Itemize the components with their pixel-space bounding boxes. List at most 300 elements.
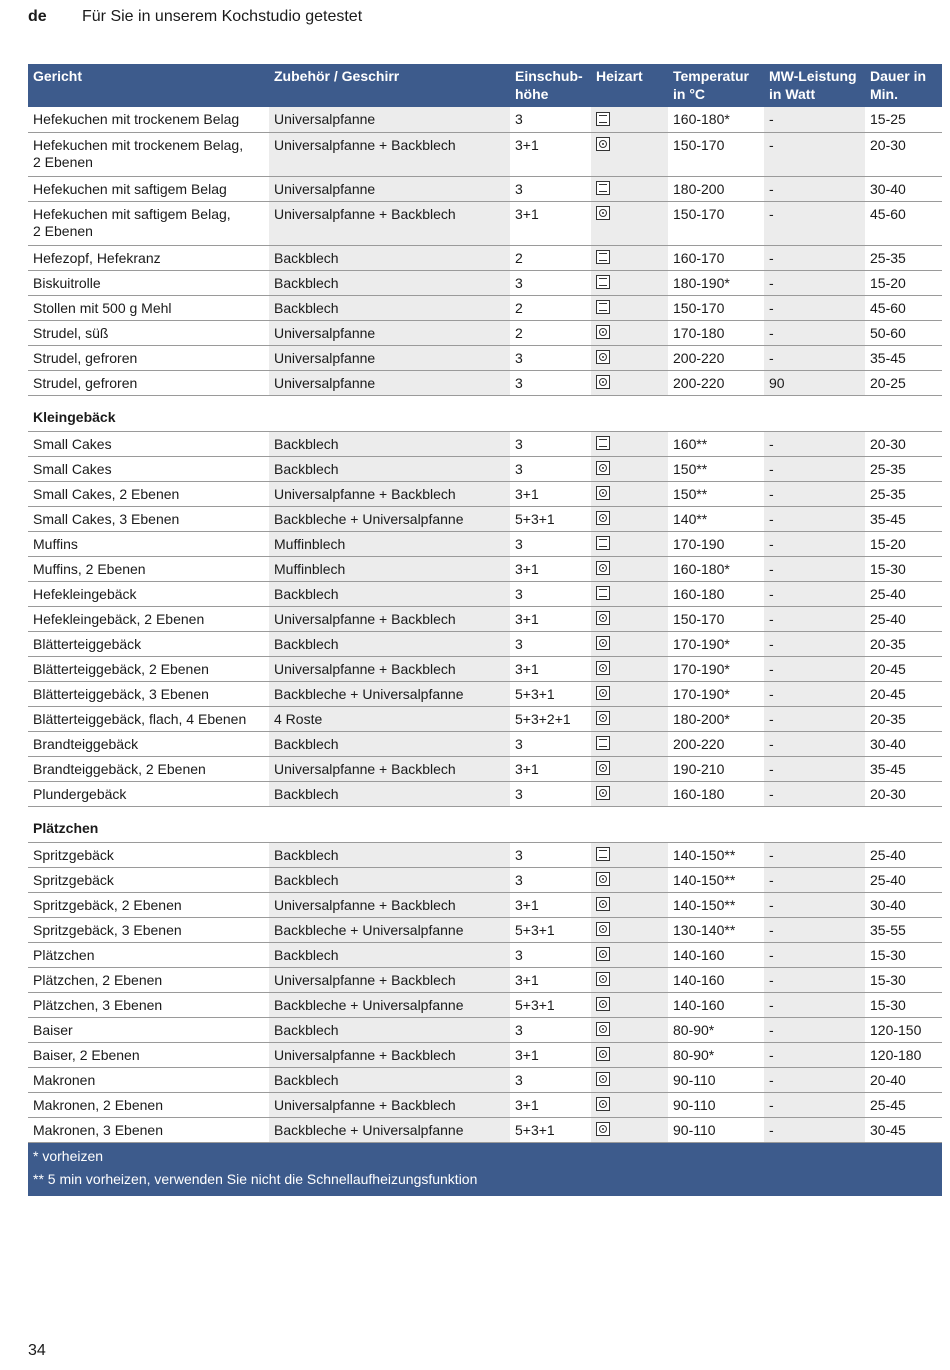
cell-mw-power: - [764, 1067, 865, 1092]
cell-heating [591, 370, 668, 395]
table-row [28, 107, 942, 132]
cell-temperature: 140-160 [668, 942, 764, 967]
fan-heating-icon [596, 206, 610, 220]
cell-level: 3+1 [510, 481, 591, 506]
cell-duration: 20-30 [865, 431, 942, 456]
cell-duration: 20-25 [865, 370, 942, 395]
cell-mw-power: - [764, 176, 865, 201]
table-row [28, 456, 942, 481]
cell-dish: Hefekuchen mit trockenem Belag [28, 107, 269, 132]
fan-heating-icon [596, 375, 610, 389]
table-row [28, 917, 942, 942]
cell-accessory: Universalpfanne [269, 176, 510, 201]
column-header-accessory: Zubehör / Geschirr [269, 64, 510, 107]
section-row [28, 806, 942, 842]
cell-duration: 20-45 [865, 656, 942, 681]
cell-temperature: 180-200 [668, 176, 764, 201]
top-bottom-heat-icon [596, 112, 610, 126]
fan-heating-icon [596, 947, 610, 961]
cell-level: 3+1 [510, 1042, 591, 1067]
cell-accessory: Universalpfanne + Backblech [269, 606, 510, 631]
table-row [28, 756, 942, 781]
cell-temperature: 180-190* [668, 270, 764, 295]
cell-mw-power: - [764, 201, 865, 245]
cell-dish: Baiser, 2 Ebenen [28, 1042, 269, 1067]
cell-mw-power: - [764, 270, 865, 295]
cell-accessory: Backbleche + Universalpfanne [269, 506, 510, 531]
cell-temperature: 140-150** [668, 892, 764, 917]
cell-duration: 15-30 [865, 556, 942, 581]
cell-accessory: Universalpfanne [269, 370, 510, 395]
table-row [28, 270, 942, 295]
cell-accessory: Universalpfanne [269, 320, 510, 345]
cell-heating [591, 992, 668, 1017]
cell-dish: Baiser [28, 1017, 269, 1042]
cell-dish: Hefekuchen mit trockenem Belag, 2 Ebenen [28, 132, 269, 176]
section-title: Kleingebäck [28, 395, 942, 431]
cell-duration: 25-35 [865, 245, 942, 270]
cell-accessory: Universalpfanne + Backblech [269, 967, 510, 992]
cell-dish: Spritzgebäck, 3 Ebenen [28, 917, 269, 942]
cell-heating [591, 756, 668, 781]
cell-dish: Hefezopf, Hefekranz [28, 245, 269, 270]
cell-duration: 15-25 [865, 107, 942, 132]
table-row [28, 992, 942, 1017]
fan-heating-icon [596, 686, 610, 700]
cell-accessory: Muffinblech [269, 531, 510, 556]
table-row [28, 345, 942, 370]
fan-heating-icon [596, 486, 610, 500]
cell-level: 2 [510, 295, 591, 320]
cell-mw-power: - [764, 606, 865, 631]
cell-level: 3+1 [510, 132, 591, 176]
cell-temperature: 90-110 [668, 1067, 764, 1092]
cell-duration: 20-35 [865, 631, 942, 656]
table-row [28, 176, 942, 201]
cell-mw-power: - [764, 731, 865, 756]
cell-mw-power: - [764, 967, 865, 992]
cell-heating [591, 132, 668, 176]
cell-heating [591, 606, 668, 631]
cell-level: 3 [510, 581, 591, 606]
cell-accessory: Universalpfanne + Backblech [269, 656, 510, 681]
cell-dish: Spritzgebäck, 2 Ebenen [28, 892, 269, 917]
cell-temperature: 170-190* [668, 631, 764, 656]
cell-heating [591, 681, 668, 706]
cell-mw-power: - [764, 295, 865, 320]
cell-mw-power: - [764, 1092, 865, 1117]
cell-temperature: 140-150** [668, 867, 764, 892]
table-row [28, 1017, 942, 1042]
cell-level: 3 [510, 842, 591, 867]
cell-accessory: Backblech [269, 1067, 510, 1092]
cell-temperature: 160-170 [668, 245, 764, 270]
cell-mw-power: - [764, 481, 865, 506]
cell-duration: 50-60 [865, 320, 942, 345]
cell-dish: Brandteiggebäck [28, 731, 269, 756]
fan-heating-icon [596, 1122, 610, 1136]
cell-level: 3+1 [510, 656, 591, 681]
table-row [28, 431, 942, 456]
cell-heating [591, 1067, 668, 1092]
fan-heating-icon [596, 661, 610, 675]
fan-heating-icon [596, 137, 610, 151]
cell-accessory: Backblech [269, 942, 510, 967]
cell-accessory: Backbleche + Universalpfanne [269, 917, 510, 942]
cell-duration: 30-40 [865, 176, 942, 201]
cell-temperature: 90-110 [668, 1117, 764, 1142]
top-bottom-heat-icon [596, 250, 610, 264]
cell-accessory: Universalpfanne + Backblech [269, 132, 510, 176]
fan-heating-icon [596, 897, 610, 911]
cell-temperature: 130-140** [668, 917, 764, 942]
cell-level: 3 [510, 456, 591, 481]
cell-accessory: Universalpfanne + Backblech [269, 1092, 510, 1117]
cell-dish: Plätzchen, 2 Ebenen [28, 967, 269, 992]
table-row [28, 556, 942, 581]
cell-dish: Makronen, 2 Ebenen [28, 1092, 269, 1117]
table-row [28, 892, 942, 917]
cell-duration: 35-45 [865, 506, 942, 531]
cell-temperature: 200-220 [668, 370, 764, 395]
table-row [28, 867, 942, 892]
cell-accessory: Universalpfanne + Backblech [269, 481, 510, 506]
cell-accessory: Backblech [269, 1017, 510, 1042]
cell-level: 3+1 [510, 201, 591, 245]
cell-mw-power: - [764, 506, 865, 531]
cell-heating [591, 245, 668, 270]
fan-heating-icon [596, 636, 610, 650]
column-header-level: Einschub- höhe [510, 64, 591, 107]
column-header-duration: Dauer in Min. [865, 64, 942, 107]
cell-accessory: Backblech [269, 456, 510, 481]
cell-temperature: 160-180 [668, 781, 764, 806]
table-row [28, 967, 942, 992]
cell-temperature: 160-180* [668, 556, 764, 581]
fan-heating-icon [596, 511, 610, 525]
cell-accessory: Backblech [269, 270, 510, 295]
cell-accessory: Backblech [269, 245, 510, 270]
cell-dish: Makronen, 3 Ebenen [28, 1117, 269, 1142]
cell-level: 5+3+1 [510, 681, 591, 706]
cell-accessory: Backblech [269, 842, 510, 867]
table-row [28, 781, 942, 806]
cell-duration: 25-40 [865, 606, 942, 631]
cell-temperature: 200-220 [668, 345, 764, 370]
cell-duration: 30-40 [865, 731, 942, 756]
table-row [28, 506, 942, 531]
cell-duration: 15-30 [865, 967, 942, 992]
cell-level: 5+3+1 [510, 992, 591, 1017]
cell-mw-power: - [764, 1042, 865, 1067]
cell-accessory: Backblech [269, 295, 510, 320]
cell-dish: Hefekuchen mit saftigem Belag, 2 Ebenen [28, 201, 269, 245]
cell-duration: 15-20 [865, 531, 942, 556]
page-number: 34 [28, 1342, 46, 1359]
cell-mw-power: - [764, 320, 865, 345]
cell-temperature: 150** [668, 481, 764, 506]
cell-heating [591, 556, 668, 581]
top-bottom-heat-icon [596, 436, 610, 450]
cell-temperature: 90-110 [668, 1092, 764, 1117]
cell-heating [591, 942, 668, 967]
cell-dish: Muffins [28, 531, 269, 556]
cell-heating [591, 107, 668, 132]
cell-mw-power: - [764, 431, 865, 456]
fan-heating-icon [596, 997, 610, 1011]
cell-heating [591, 456, 668, 481]
fan-heating-icon [596, 1022, 610, 1036]
footnotes [28, 1142, 942, 1196]
table-row [28, 681, 942, 706]
cell-temperature: 170-190* [668, 681, 764, 706]
cell-level: 3 [510, 107, 591, 132]
cell-duration: 20-40 [865, 1067, 942, 1092]
cell-heating [591, 781, 668, 806]
cell-dish: Spritzgebäck [28, 842, 269, 867]
cell-level: 3+1 [510, 967, 591, 992]
column-header-heating: Heizart [591, 64, 668, 107]
fan-heating-icon [596, 1097, 610, 1111]
cell-heating [591, 731, 668, 756]
cell-level: 5+3+1 [510, 1117, 591, 1142]
cell-mw-power: - [764, 245, 865, 270]
table-row [28, 581, 942, 606]
fan-heating-icon [596, 1047, 610, 1061]
cell-dish: Blätterteiggebäck, 2 Ebenen [28, 656, 269, 681]
cell-level: 3 [510, 531, 591, 556]
cell-heating [591, 431, 668, 456]
cell-level: 3 [510, 370, 591, 395]
cell-accessory: Backblech [269, 431, 510, 456]
cell-mw-power: - [764, 681, 865, 706]
cell-temperature: 150-170 [668, 606, 764, 631]
language-code: de [28, 8, 47, 25]
table-row [28, 942, 942, 967]
table-row [28, 1092, 942, 1117]
cell-duration: 45-60 [865, 201, 942, 245]
cell-level: 3 [510, 781, 591, 806]
cell-mw-power: - [764, 706, 865, 731]
cell-accessory: Universalpfanne + Backblech [269, 892, 510, 917]
cell-heating [591, 656, 668, 681]
top-bottom-heat-icon [596, 181, 610, 195]
cell-dish: Plundergebäck [28, 781, 269, 806]
cell-mw-power: - [764, 456, 865, 481]
cell-mw-power: - [764, 556, 865, 581]
top-bottom-heat-icon [596, 536, 610, 550]
cell-temperature: 150-170 [668, 132, 764, 176]
table-row [28, 370, 942, 395]
cell-heating [591, 506, 668, 531]
cell-level: 3+1 [510, 756, 591, 781]
cell-level: 3 [510, 345, 591, 370]
cell-accessory: Universalpfanne + Backblech [269, 756, 510, 781]
cell-level: 3 [510, 731, 591, 756]
cell-level: 3 [510, 1017, 591, 1042]
cell-temperature: 150-170 [668, 295, 764, 320]
cell-accessory: Backblech [269, 731, 510, 756]
cell-mw-power: - [764, 1117, 865, 1142]
cell-accessory: Backbleche + Universalpfanne [269, 992, 510, 1017]
cell-heating [591, 1042, 668, 1067]
cell-dish: Stollen mit 500 g Mehl [28, 295, 269, 320]
section-row [28, 395, 942, 431]
cell-dish: Strudel, gefroren [28, 345, 269, 370]
cell-temperature: 170-190* [668, 656, 764, 681]
cell-duration: 25-45 [865, 1092, 942, 1117]
cell-dish: Small Cakes, 3 Ebenen [28, 506, 269, 531]
cell-mw-power: - [764, 867, 865, 892]
baking-table [28, 64, 942, 1196]
top-bottom-heat-icon [596, 586, 610, 600]
fan-heating-icon [596, 1072, 610, 1086]
fan-heating-icon [596, 611, 610, 625]
cell-heating [591, 176, 668, 201]
cell-heating [591, 320, 668, 345]
cell-dish: Blätterteiggebäck, flach, 4 Ebenen [28, 706, 269, 731]
cell-temperature: 140-160 [668, 967, 764, 992]
cell-dish: Spritzgebäck [28, 867, 269, 892]
table-row [28, 631, 942, 656]
cell-duration: 25-40 [865, 867, 942, 892]
cell-heating [591, 917, 668, 942]
column-header-dish: Gericht [28, 64, 269, 107]
cell-level: 3+1 [510, 892, 591, 917]
cell-mw-power: 90 [764, 370, 865, 395]
top-bottom-heat-icon [596, 847, 610, 861]
cell-temperature: 80-90* [668, 1042, 764, 1067]
table-row [28, 295, 942, 320]
cell-accessory: Universalpfanne [269, 107, 510, 132]
cell-level: 3+1 [510, 1092, 591, 1117]
cell-mw-power: - [764, 132, 865, 176]
cell-accessory: Backbleche + Universalpfanne [269, 1117, 510, 1142]
cell-accessory: Backblech [269, 867, 510, 892]
cell-level: 3 [510, 942, 591, 967]
cell-heating [591, 1017, 668, 1042]
cell-mw-power: - [764, 781, 865, 806]
cell-temperature: 140** [668, 506, 764, 531]
cell-heating [591, 531, 668, 556]
cell-temperature: 150-170 [668, 201, 764, 245]
cell-temperature: 170-190 [668, 531, 764, 556]
footnote-line: ** 5 min vorheizen, verwenden Sie nicht die Schnellaufheizungsfunktion [33, 1170, 478, 1187]
cell-heating [591, 481, 668, 506]
cell-mw-power: - [764, 992, 865, 1017]
cell-level: 3 [510, 867, 591, 892]
cell-level: 5+3+1 [510, 917, 591, 942]
cell-dish: Small Cakes [28, 456, 269, 481]
cell-dish: Blätterteiggebäck [28, 631, 269, 656]
cell-duration: 25-40 [865, 842, 942, 867]
table-row [28, 1042, 942, 1067]
cell-duration: 120-150 [865, 1017, 942, 1042]
cell-level: 3+1 [510, 606, 591, 631]
cell-mw-power: - [764, 531, 865, 556]
cell-heating [591, 345, 668, 370]
cell-temperature: 160-180 [668, 581, 764, 606]
cell-level: 3 [510, 431, 591, 456]
cell-temperature: 180-200* [668, 706, 764, 731]
cell-heating [591, 706, 668, 731]
cell-level: 3 [510, 1067, 591, 1092]
cell-duration: 25-35 [865, 456, 942, 481]
table-body [28, 107, 942, 1142]
table-row [28, 245, 942, 270]
cell-temperature: 160-180* [668, 107, 764, 132]
cell-mw-power: - [764, 107, 865, 132]
cell-duration: 35-55 [865, 917, 942, 942]
cell-duration: 35-45 [865, 345, 942, 370]
cell-dish: Muffins, 2 Ebenen [28, 556, 269, 581]
cell-dish: Strudel, gefroren [28, 370, 269, 395]
cell-level: 2 [510, 245, 591, 270]
cell-duration: 15-30 [865, 942, 942, 967]
cell-dish: Plätzchen [28, 942, 269, 967]
table-row [28, 132, 942, 176]
cell-mw-power: - [764, 345, 865, 370]
cell-duration: 20-30 [865, 132, 942, 176]
cell-mw-power: - [764, 656, 865, 681]
cell-heating [591, 631, 668, 656]
cell-dish: Small Cakes, 2 Ebenen [28, 481, 269, 506]
table-row [28, 201, 942, 245]
cell-dish: Biskuitrolle [28, 270, 269, 295]
cell-temperature: 80-90* [668, 1017, 764, 1042]
table-row [28, 1067, 942, 1092]
cell-temperature: 150** [668, 456, 764, 481]
cell-dish: Blätterteiggebäck, 3 Ebenen [28, 681, 269, 706]
cell-temperature: 140-150** [668, 842, 764, 867]
fan-heating-icon [596, 461, 610, 475]
table-row [28, 706, 942, 731]
cell-temperature: 160** [668, 431, 764, 456]
fan-heating-icon [596, 761, 610, 775]
cell-accessory: Universalpfanne + Backblech [269, 201, 510, 245]
fan-heating-icon [596, 350, 610, 364]
cell-level: 5+3+1 [510, 506, 591, 531]
fan-heating-icon [596, 972, 610, 986]
top-bottom-heat-icon [596, 275, 610, 289]
cell-heating [591, 892, 668, 917]
table-header-row [28, 64, 942, 107]
fan-heating-icon [596, 711, 610, 725]
cell-temperature: 200-220 [668, 731, 764, 756]
cell-mw-power: - [764, 1017, 865, 1042]
fan-heating-icon [596, 561, 610, 575]
column-header-mw-power: MW-Leistung in Watt [764, 64, 865, 107]
cell-duration: 25-40 [865, 581, 942, 606]
cell-heating [591, 842, 668, 867]
cell-accessory: Muffinblech [269, 556, 510, 581]
cell-accessory: 4 Roste [269, 706, 510, 731]
cell-duration: 20-45 [865, 681, 942, 706]
cell-mw-power: - [764, 631, 865, 656]
fan-heating-icon [596, 872, 610, 886]
cell-accessory: Backbleche + Universalpfanne [269, 681, 510, 706]
cell-mw-power: - [764, 917, 865, 942]
footnote-line: * vorheizen [33, 1147, 104, 1164]
cell-level: 3 [510, 270, 591, 295]
cell-mw-power: - [764, 842, 865, 867]
cell-heating [591, 581, 668, 606]
fan-heating-icon [596, 325, 610, 339]
cell-duration: 15-30 [865, 992, 942, 1017]
top-bottom-heat-icon [596, 300, 610, 314]
cell-mw-power: - [764, 756, 865, 781]
table-row [28, 531, 942, 556]
